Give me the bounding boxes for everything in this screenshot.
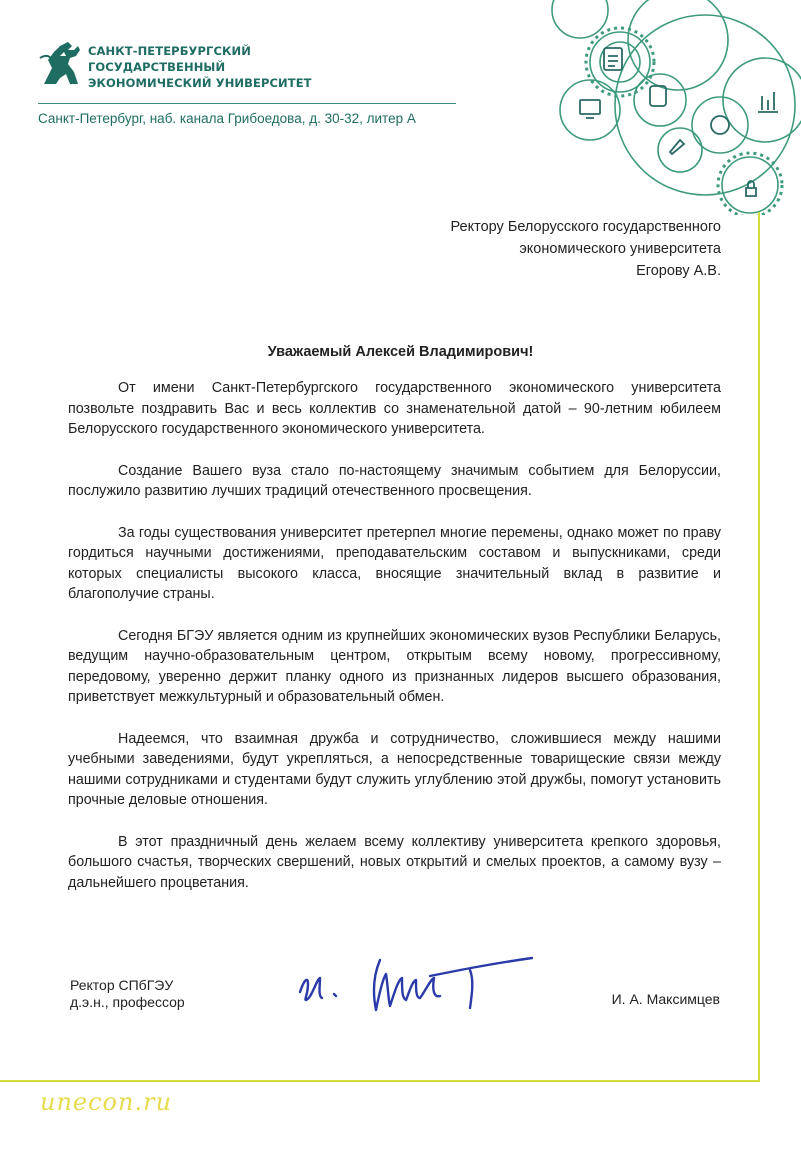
page-border-bottom [0,1080,760,1082]
body-paragraph: За годы существования университет претерпел многие перемены, однако может по праву гордиться научными достижениями, преподавательским составом и выпускниками, среди которых специалисты высокого класса, вносящие значительный вклад в развитие и благополучие страны. [68,524,721,602]
signatory-title-line: д.э.н., профессор [70,994,185,1010]
addressee-line: Егорову А.В. [636,263,721,279]
body-paragraph: Сегодня БГЭУ является одним из крупнейших экономических вузов Республики Беларусь, ведущим научно-образовательным центром, открытым всему новому, прогрессивному, передовому, уверенно держит планку одного из признанных лидеров высшего образования, приветствует межкультурный и образовательный обмен. [68,627,721,705]
body-paragraph: От имени Санкт-Петербургского государственного экономического университета позвольте поздравить Вас и весь коллектив со знаменательной датой – 90-летним юбилеем Белорусского государственного экономического университета. [68,380,721,437]
signatory-title-line: Ректор СПбГЭУ [70,977,174,993]
organization-address: Санкт-Петербург, наб. канала Грибоедова, д. 30-32, литер А [38,111,416,126]
org-name-line: ГОСУДАРСТВЕННЫЙ [88,60,226,74]
addressee-line: Ректору Белорусского государственного [450,219,721,235]
addressee-block [451,216,722,282]
letter-body [68,378,721,914]
greeting: Уважаемый Алексей Владимирович! [267,344,534,360]
body-paragraph: Надеемся, что взаимная дружба и сотрудничество, сложившиеся между нашими учебными заведениями, будут укрепляться, а непосредственные товарищеские связи между нашими сотрудниками и студентами будут служить углублению этой дружбы, помогут установить прочные деловые отношения. [68,730,721,808]
addressee-line: экономического университета [519,241,721,257]
page-border-right [758,212,760,1082]
org-name-line: ЭКОНОМИЧЕСКИЙ УНИВЕРСИТЕТ [88,76,312,90]
handwritten-signature-icon [290,950,540,1025]
signatory-name: И. А. Максимцев [611,991,720,1007]
org-name-line: САНКТ-ПЕТЕРБУРГСКИЙ [88,44,251,58]
signatory-title [70,977,185,1011]
website-footer: unecon.ru [40,1088,173,1116]
decorative-gears-graphic [520,0,801,215]
organization-name [88,43,348,91]
body-paragraph: Создание Вашего вуза стало по-настоящему значимым событием для Белоруссии, послужило развитию лучших традиций отечественного просвещения. [68,462,721,499]
body-paragraph: В этот праздничный день желаем всему коллективу университета крепкого здоровья, большого счастья, творческих свершений, новых открытий и смелых проектов, а самому вузу – дальнейшего процветания. [68,833,721,891]
letterhead-divider [38,103,456,104]
griffin-logo-icon [38,38,84,88]
